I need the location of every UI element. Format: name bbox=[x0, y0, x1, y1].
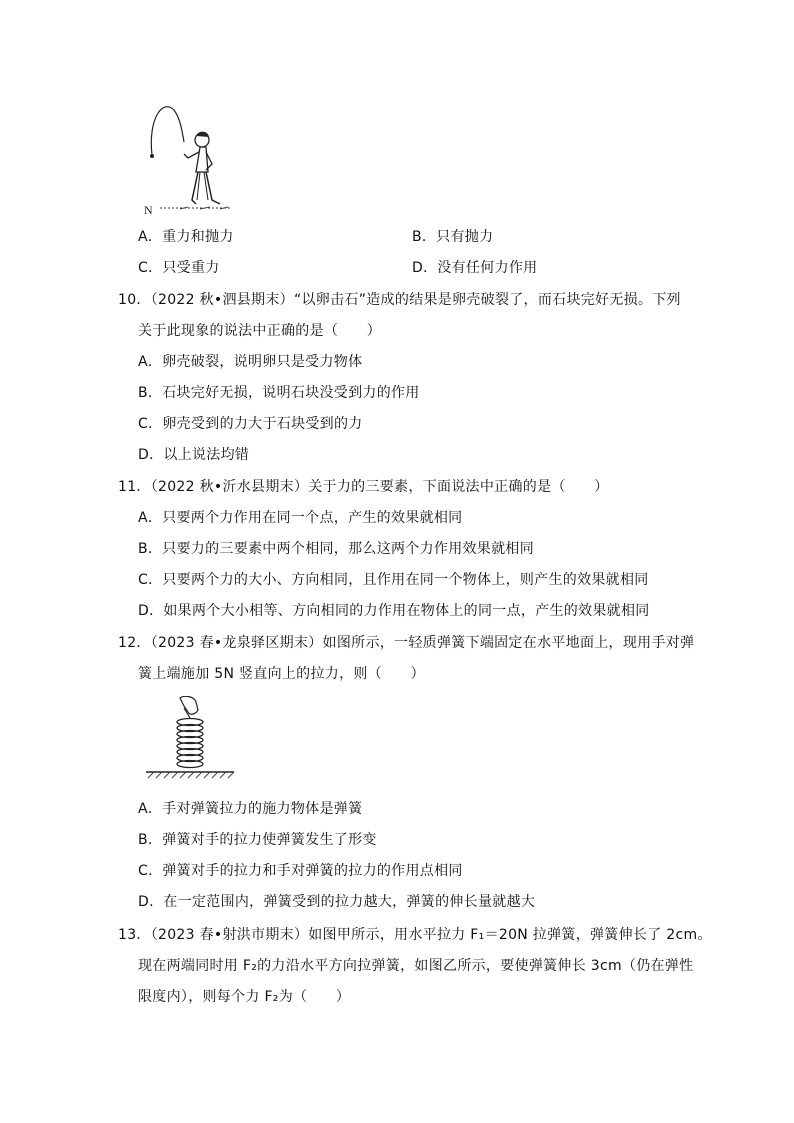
spring-figure bbox=[144, 696, 236, 782]
q10-option-c[interactable]: C．卵壳受到的力大于石块受到的力 bbox=[138, 416, 363, 432]
q11-option-d[interactable]: D．如果两个大小相等、方向相同的力作用在物体上的同一点，产生的效果就相同 bbox=[138, 603, 650, 619]
q10-stem-line2: 关于此现象的说法中正确的是（ ） bbox=[138, 323, 382, 339]
q10-option-a[interactable]: A．卵壳破裂，说明卵只是受力物体 bbox=[138, 354, 363, 370]
q13-stem-line1: 13．（2023 春•射洪市期末）如图甲所示，用水平拉力 F₁＝20N 拉弹簧，弹簧伸长了 2cm。 bbox=[118, 927, 712, 943]
q11-option-b[interactable]: B．只要力的三要素中两个相同，那么这两个力作用效果就相同 bbox=[138, 541, 535, 557]
q9-option-c[interactable]: C．只受重力 bbox=[138, 260, 220, 276]
figure-label: N bbox=[144, 203, 153, 217]
q12-stem-line2: 簧上端施加 5N 竖直向上的拉力，则（ ） bbox=[138, 666, 425, 682]
q10-option-b[interactable]: B．石块完好无损，说明石块没受到力的作用 bbox=[138, 385, 420, 401]
q9-option-d[interactable]: D．没有任何力作用 bbox=[412, 260, 538, 276]
q9-option-a[interactable]: A．重力和抛力 bbox=[138, 229, 234, 245]
q12-option-d[interactable]: D．在一定范围内，弹簧受到的拉力越大，弹簧的伸长量就越大 bbox=[138, 894, 536, 910]
q12-option-b[interactable]: B．弹簧对手的拉力使弹簧发生了形变 bbox=[138, 832, 377, 848]
q13-stem-line2: 现在两端同时用 F₂的力沿水平方向拉弹簧，如图乙所示，要使弹簧伸长 3cm（仍在弹性 bbox=[138, 958, 694, 974]
q10-option-d[interactable]: D．以上说法均错 bbox=[138, 447, 250, 463]
thrower-figure bbox=[140, 100, 240, 218]
q11-option-c[interactable]: C．只要两个力的大小、方向相同，且作用在同一个物体上，则产生的效果就相同 bbox=[138, 572, 649, 588]
q9-option-b[interactable]: B．只有抛力 bbox=[412, 229, 494, 245]
q11-option-a[interactable]: A．只要两个力作用在同一个点，产生的效果就相同 bbox=[138, 510, 463, 526]
q13-stem-line3: 限度内），则每个力 F₂为（ ） bbox=[138, 989, 351, 1005]
q12-option-a[interactable]: A．手对弹簧拉力的施力物体是弹簧 bbox=[138, 801, 363, 817]
q11-stem: 11．（2022 秋•沂水县期末）关于力的三要素，下面说法中正确的是（ ） bbox=[118, 479, 609, 495]
q12-stem-line1: 12．（2023 春•龙泉驿区期末）如图所示，一轻质弹簧下端固定在水平地面上，现用手对弹 bbox=[118, 635, 695, 651]
q10-stem-line1: 10．（2022 秋•泗县期末）“以卵击石”造成的结果是卵壳破裂了，而石块完好无损。下列 bbox=[118, 292, 681, 308]
q12-option-c[interactable]: C．弹簧对手的拉力和手对弹簧的拉力的作用点相同 bbox=[138, 863, 463, 879]
